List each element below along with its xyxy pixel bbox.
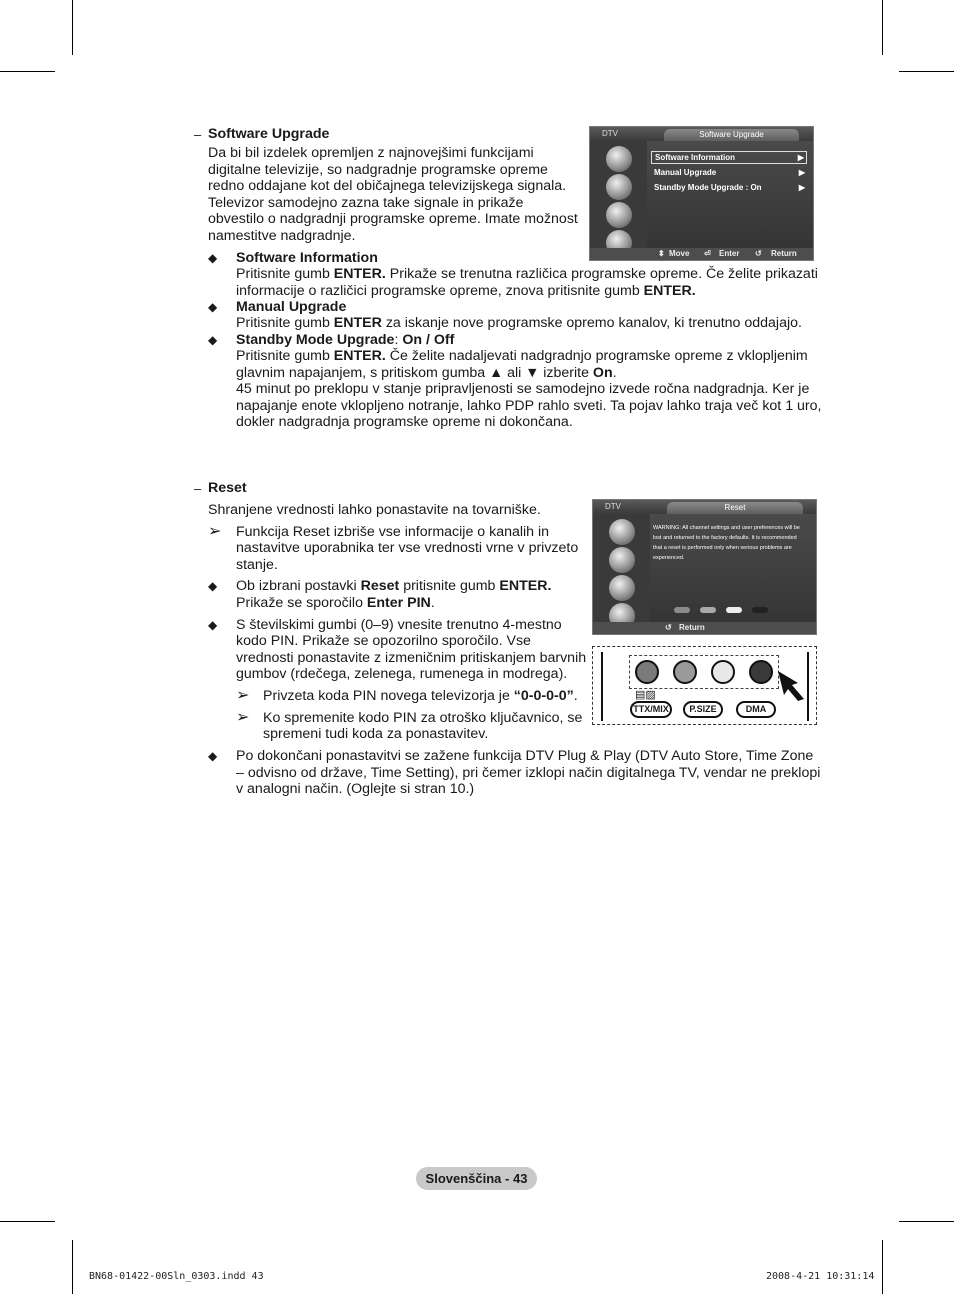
note-arrow-icon: ➢: [236, 687, 250, 704]
blue-key-indicator: [752, 607, 768, 613]
reset-step-line: Ob izbrani postavki Reset pritisnite gumb ENTER.: [236, 578, 552, 594]
software-information-line: Pritisnite gumb ENTER. Prikaže se trenutna različica programske opreme. Če želite prikazati: [236, 266, 818, 282]
standby-upgrade-line: 45 minut po preklopu v stanje pripravljenosti se samodejno izvede ročna nadgradnja. Ker je: [236, 381, 810, 397]
tv-dtv-label: DTV: [605, 502, 621, 511]
tv-menu-title: Reset: [667, 502, 803, 514]
return-icon: ↺: [665, 623, 672, 632]
pointer-arrow-icon: [776, 669, 808, 703]
tv-menu-panel: [647, 141, 813, 248]
tv-warning-message: WARNING: All channel settings and user preferences will be lost and returned to the factory defaults. It is recommended that a reset is performed only when serious problems are experienced.: [653, 525, 800, 561]
remote-control-illustration: [592, 646, 817, 725]
blue-button[interactable]: [749, 660, 773, 684]
plug-play-line: Po dokončani ponastavitvi se zažene funkcija DTV Plug & Play (DTV Auto Store, Time Zone: [236, 748, 814, 764]
p-size-button[interactable]: P.SIZE: [683, 701, 723, 718]
note-arrow-icon: ➢: [208, 523, 222, 540]
crop-mark: [899, 1221, 954, 1222]
intro-line: Televizor samodejno zazna take signale in prikaže: [208, 195, 524, 211]
pin-note-line: spremeni tudi koda za ponastavitev.: [263, 726, 489, 742]
picture-icon: [606, 146, 632, 172]
crop-mark: [0, 1221, 55, 1222]
ttx-mix-button[interactable]: TTX/MIX: [630, 701, 672, 718]
tv-menu-item-standby-upgrade[interactable]: Standby Mode Upgrade : On ▶: [654, 183, 805, 192]
right-arrow-icon: ▶: [798, 183, 805, 192]
plug-play-line: – odvisno od države, Time Setting), pri čemer izklopi način digitalnega TV, vendar ne preklopi: [236, 765, 821, 781]
setup-gear-icon: [606, 202, 632, 228]
tv-reset-panel: [650, 514, 816, 622]
reset-note-line: Funkcija Reset izbriše vse informacije o kanalih in: [236, 524, 550, 540]
setup-gear-icon: [609, 575, 635, 601]
section-heading-software-upgrade: Software Upgrade: [208, 126, 330, 142]
manual-upgrade-line: Pritisnite gumb ENTER za iskanje nove programske opremo kanalov, ki trenutno oddajajo.: [236, 315, 802, 331]
move-icon: ⬍: [658, 249, 665, 258]
diamond-bullet-icon: ◆: [208, 300, 218, 314]
print-slug-file: BN68-01422-00Sln_0303.indd 43: [89, 1271, 264, 1282]
tv-menu-item-software-information[interactable]: Software Information ▶: [651, 151, 807, 164]
tv-sidebar: [593, 514, 650, 622]
crop-mark: [882, 0, 883, 55]
intro-line: redno oddajane kot del običajnega televizijskega signala.: [208, 178, 567, 194]
reset-step-line: Prikaže se sporočilo Enter PIN.: [236, 595, 435, 611]
reset-note-line: stanje.: [236, 557, 278, 573]
right-arrow-icon: ▶: [798, 168, 805, 177]
dash-marker: –: [194, 481, 202, 496]
tv-dtv-label: DTV: [602, 129, 618, 138]
reset-pin-line: S številskimi gumbi (0–9) vnesite trenutno 4-mestno: [236, 617, 562, 633]
reset-pin-line: kodo PIN. Prikaže se opozorilno sporočilo. Vse: [236, 633, 531, 649]
red-key-indicator: [674, 607, 690, 613]
tv-bottom-bar: [593, 622, 816, 634]
picture-icon: [609, 519, 635, 545]
print-slug-date: 2008-4-21 10:31:14: [766, 1271, 875, 1282]
software-information-line: informacije o različici programske opreme, znova pritisnite gumb ENTER.: [236, 283, 696, 299]
intro-line: namestitve nadgradnje.: [208, 228, 356, 244]
software-information-heading: Software Information: [236, 250, 378, 266]
page-number-badge: Slovenščina - 43: [416, 1167, 537, 1190]
standby-upgrade-line: Pritisnite gumb ENTER. Če želite nadaljevati nadgradnjo programske opreme z vklopljenim: [236, 348, 808, 364]
intro-line: Da bi bil izdelek opremljen z najnovejšimi funkcijami: [208, 145, 534, 161]
diamond-bullet-icon: ◆: [208, 333, 218, 347]
dash-marker: –: [194, 127, 202, 142]
diamond-bullet-icon: ◆: [208, 618, 218, 632]
intro-line: obvestilo o nadgradnji programske opreme. Imate možnost: [208, 211, 578, 227]
return-icon: ↺: [755, 249, 762, 258]
sound-icon: [609, 547, 635, 573]
standby-upgrade-line: glavnim napajanjem, s pritiskom gumba ▲ ali ▼ izberite On.: [236, 365, 617, 381]
plug-play-line: v analogni način. (Oglejte si stran 10.): [236, 781, 475, 797]
reset-note-line: nastavitve uporabnika ter vse vrednosti vrne v privzeto: [236, 540, 579, 556]
tv-sidebar: [590, 141, 647, 248]
right-arrow-icon: ▶: [797, 153, 804, 162]
red-button[interactable]: [635, 660, 659, 684]
diamond-bullet-icon: ◆: [208, 251, 218, 265]
reset-pin-line: vrednosti ponastavite z izmeničnim pritiskanjem barvnih: [236, 650, 587, 666]
tv-menu-title: Software Upgrade: [664, 129, 799, 141]
sound-icon: [606, 174, 632, 200]
crop-mark: [72, 0, 73, 55]
tv-bottom-bar: [590, 248, 813, 260]
tv-menu-item-manual-upgrade[interactable]: Manual Upgrade ▶: [654, 168, 805, 177]
crop-mark: [72, 1240, 73, 1294]
yellow-button[interactable]: [711, 660, 735, 684]
crop-mark: [899, 71, 954, 72]
enter-label: Enter: [719, 249, 740, 258]
section-heading-reset: Reset: [208, 480, 247, 496]
return-label: Return: [771, 249, 797, 258]
move-label: Move: [669, 249, 690, 258]
reset-intro: Shranjene vrednosti lahko ponastavite na tovarniške.: [208, 502, 541, 518]
green-key-indicator: [700, 607, 716, 613]
diamond-bullet-icon: ◆: [208, 749, 218, 763]
pin-note-line: Ko spremenite kodo PIN za otroško ključavnico, se: [263, 710, 583, 726]
reset-pin-line: gumbov (rdečega, zelenega, rumenega in modrega).: [236, 666, 568, 682]
standby-upgrade-heading: Standby Mode Upgrade: On / Off: [236, 332, 455, 348]
yellow-key-indicator: [726, 607, 742, 613]
crop-mark: [0, 71, 55, 72]
dma-button[interactable]: DMA: [736, 701, 776, 718]
manual-upgrade-heading: Manual Upgrade: [236, 299, 347, 315]
enter-icon: ⏎: [704, 249, 711, 258]
green-button[interactable]: [673, 660, 697, 684]
crop-mark: [882, 1240, 883, 1294]
teletext-icon: ▤▨: [635, 689, 656, 701]
intro-line: digitalne televizije, so nadgradnje programske opreme: [208, 162, 548, 178]
remote-edge: [601, 652, 603, 721]
diamond-bullet-icon: ◆: [208, 579, 218, 593]
default-pin-line: Privzeta koda PIN novega televizorja je “0-0-0-0”.: [263, 688, 578, 704]
standby-upgrade-line: napajanje enote vklopljeno notranje, lahko PDP rahlo sveti. Ta pojav lahko traja več kot 1 uro,: [236, 398, 822, 414]
return-label: Return: [679, 623, 705, 632]
standby-upgrade-line: dokler nadgradnja programske opreme ni dokončana.: [236, 414, 573, 430]
tv-screen-reset: [592, 499, 817, 635]
tv-screen-software-upgrade: [589, 126, 814, 261]
note-arrow-icon: ➢: [236, 709, 250, 726]
